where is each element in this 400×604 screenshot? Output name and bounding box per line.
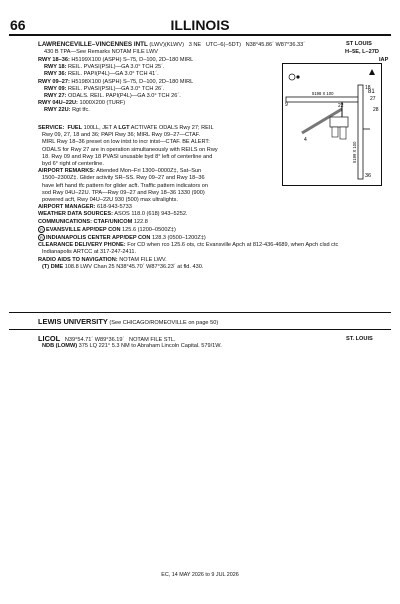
label-28: 28	[373, 107, 379, 113]
service-block: SERVICE: FUEL 100LL, JET A LGT ACTIVATE ODALS Rwy 27; REIL Rwy 09, 27, 18 and 36; PAPI Rwy 36; MIRL Rwy 09–27—CTAF. MIRL Rwy 18–36 preset on low intst to incr intst—CTAF. BE ALERT: ODALS for Rwy 27 are in operation simultaneously with REILS on Rwy 18. Rwy 09 and Rwy 18 PVASI unusable byd 8° left of centerline and byd 6° right of centerline. AIRPORT REMARKS: Attended Mon–Fri 1300–0000Z‡, Sat–Sun 1500–2300Z‡. Glider activity SR–SS. Rwy 09–27 and Rwy 18–36 have left hand tfc pattern for glider acft. Traffic pattern indicators on sod Rwy 04U–22U. TPA—Rwy 09–27 and Rwy 18–36 1330 (900) powered acft, Rwy 04U–22U 930 (500) max ultralights. AIRPORT MANAGER: 618-943-5733 WEATHER DATA SOURCES: ASOS 118.0 (618) 943–5252. COMMUNICATIONS: CTAF/UNICOM 122.8 R EVANSVILLE APP/DEP CON 125.6 (1200–0500Z‡) R INDIANAPOLIS CENTER APP/DEP CON 128.3 (0500–1200Z‡) CLEARANCE DELIVERY PHONE: For CD when rco 125.6 ots, ctc Evansville Apch at 812-436-4689, when Apch clsd ctc Indianapolis ARTCC at 317-247-2411. RADIO AIDS TO NAVIGATION: NOTAM FILE LWV. (T) DME 108.8 LWV Chan 25 N38°45.70´ W87°36.23´ at fld. 430.	[38, 125, 339, 270]
airport-ids: (LWV)(KLWV)	[149, 42, 185, 48]
section-divider-2	[9, 329, 391, 330]
airport-region: ST LOUIS	[346, 41, 372, 47]
airport-distance: 3 NE	[188, 42, 202, 48]
lewis-name: LEWIS UNIVERSITY	[38, 317, 108, 326]
runway-18-36	[358, 85, 363, 179]
radar-icon: R	[38, 226, 45, 233]
licol-region: ST. LOUIS	[346, 336, 373, 342]
airport-elev-line: 430 B TPA—See Remarks NOTAM FILE LWV	[44, 49, 158, 55]
rwy-9-label: 9	[285, 102, 288, 108]
licol-notam: NOTAM FILE STL.	[129, 337, 176, 343]
page-number: 66	[10, 17, 26, 33]
rwy-36-label: 36	[365, 173, 372, 179]
rwy-4-label: 4	[304, 137, 307, 143]
licol-coords: N39°54.71´ W89°36.19´	[64, 337, 125, 343]
runway-09-27	[286, 97, 362, 102]
section-divider	[9, 312, 391, 313]
rwy-22-label: 22	[338, 103, 344, 109]
runway-list: RWY 18–36: H5199X100 (ASPH) S–75, D–100, 2D–180 MIRL RWY 18: REIL. PVASI(PSIL)—GA 3.0° TCH 25´. RWY 36: REIL. PAPI(P4L)—GA 3.0° TCH 41´. RWY 09–27: H5198X100 (ASPH) S–75, D–100, 2D–180 MIRL RWY 09: REIL. PVASI(PSIL)—GA 3.0° TCH 26´. RWY 27: ODALS. REIL. PAPI(P4L)—GA 3.0° TCH 26´. RWY 04U–22U: 1000X200 (TURF) RWY 22U: Rgt tfc.	[38, 57, 194, 114]
airport-chart-ref: H–5E, L–27D	[345, 49, 379, 55]
beacon-icon	[289, 74, 295, 80]
licol-ndb: NDB (LOMW) 375 LQ 221° 5.3 NM to Abraham Lincoln Capital. 579/1W.	[42, 343, 222, 349]
rwy-09-27-dims: 5198 X 100	[312, 91, 334, 96]
airport-diagram	[282, 63, 382, 186]
airport-coords: N38°45.86´ W87°36.33´	[245, 42, 306, 48]
rwy-18-36-dims: 5199 X 100	[352, 141, 357, 163]
airport-header-line	[38, 41, 305, 49]
page-state-title: ILLINOIS	[170, 17, 230, 33]
rwy-27-label: 27	[370, 96, 376, 102]
airport-iap: IAP	[379, 57, 389, 63]
beacon-dot-icon	[296, 75, 299, 78]
airport-utc: UTC–6(–5DT)	[205, 42, 241, 48]
lewis-entry	[38, 318, 218, 327]
footer-effective-dates: EC, 14 MAY 2026 to 9 JUL 2026	[161, 572, 239, 578]
header-rule	[9, 34, 391, 36]
north-arrow-icon	[369, 69, 375, 75]
radar-icon: R	[38, 234, 45, 241]
airport-name: LAWRENCEVILLE–VINCENNES INTL	[38, 41, 148, 48]
lewis-see: (See CHICAGO/ROMEOVILLE on page 50)	[107, 320, 219, 326]
rwy-18-label: 18	[365, 85, 371, 91]
label-81: 81	[368, 89, 375, 95]
licol-name: LICOL	[38, 334, 61, 343]
